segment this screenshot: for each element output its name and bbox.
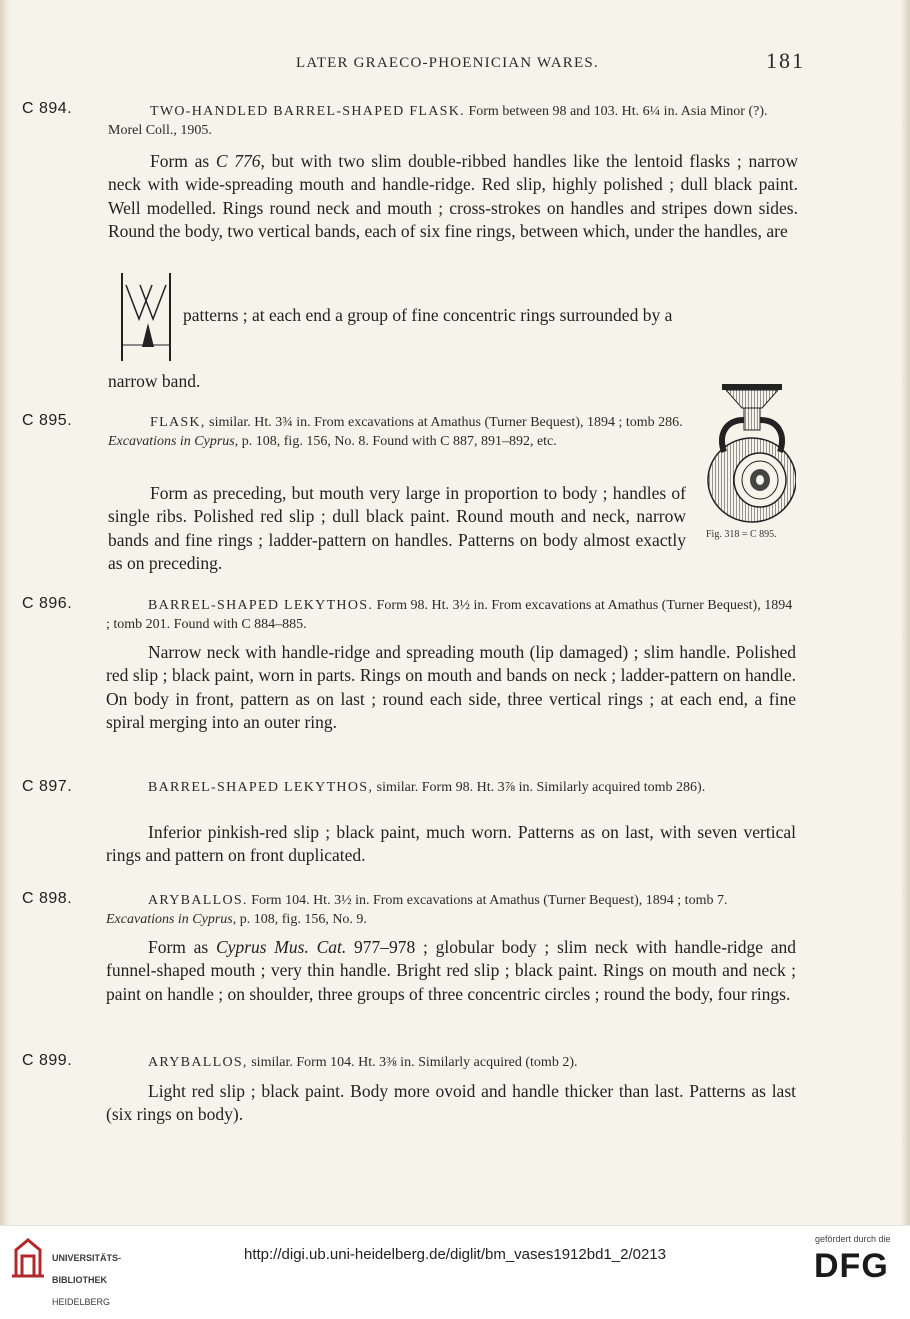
pattern-illustration (118, 271, 174, 363)
catalogue-number: C 899. (22, 1052, 73, 1069)
catalogue-number: C 897. (22, 778, 73, 795)
page-edge-right (900, 0, 910, 1225)
permalink-url[interactable]: http://digi.ub.uni-heidelberg.de/diglit/bm_vases1912bd1_2/0213 (244, 1246, 666, 1263)
catalogue-number: C 894. (22, 100, 73, 117)
entry-heading: TWO-HANDLED BARREL-SHAPED FLASK. Form between 98 and 103. Ht. 6¼ in. Asia Minor (?). Morel Coll., 1905. (108, 104, 768, 138)
university-name: UNIVERSITÄTS- BIBLIOTHEK HEIDELBERG (52, 1253, 122, 1307)
page-edge-left (0, 0, 10, 1225)
entry-heading: ARYBALLOS. Form 104. Ht. 3½ in. From excavations at Amathus (Turner Bequest), 1894 ; tomb 7. Excavations in Cyprus, p. 108, fig. 156, No. 9. (106, 893, 728, 927)
entry-heading: FLASK, similar. Ht. 3¾ in. From excavations at Amathus (Turner Bequest), 1894 ; tomb 286. Excavations in Cyprus, p. 108, fig. 156, No. 8. Found with C 887, 891–892, etc. (108, 415, 683, 449)
running-head: LATER GRAECO-PHOENICIAN WARES. (296, 55, 599, 71)
entry-heading: BARREL-SHAPED LEKYTHOS, similar. Form 98. Ht. 3⅞ in. Similarly acquired tomb 286). (148, 780, 706, 795)
figure-caption: Fig. 318 = C 895. (706, 529, 777, 540)
footer-bar (0, 1225, 910, 1307)
entry-description: Form as C 776, but with two slim double-ribbed handles like the lentoid flasks ; narrow neck with wide-spreading mouth and handle-ridge. Red slip, highly polished ; dull black paint. Well modelled. Rings round neck and mouth ; cross-strokes on handles and stripes down sides. Round the body, two vertical bands, each of six fine rings, between which, under the handles, are (108, 151, 799, 242)
entry-heading: BARREL-SHAPED LEKYTHOS. Form 98. Ht. 3½ in. From excavations at Amathus (Turner Bequest), 1894 ; tomb 201. Found with C 884–885. (106, 598, 793, 632)
catalogue-number: C 896. (22, 595, 73, 612)
entry-description: Form as preceding, but mouth very large in proportion to body ; handles of single ribs. Polished red slip ; dull black paint. Round mouth and neck, narrow bands and fine rings ; ladder-pattern on handles. Patterns on body almost exactly as on preceding. (108, 483, 686, 574)
dfg-logo: DFG (814, 1247, 889, 1285)
entry-description: Form as Cyprus Mus. Cat. 977–978 ; globular body ; slim neck with handle-ridge and funnel-shaped mouth ; very thin handle. Bright red slip ; black paint. Rings on mouth and neck ; paint on handle ; on shoulder, three groups of three concentric circles ; round the body, four rings. (106, 937, 796, 1004)
catalogue-number: C 898. (22, 890, 73, 907)
page-number: 181 (766, 48, 805, 73)
entry-heading: ARYBALLOS, similar. Form 104. Ht. 3⅜ in. Similarly acquired (tomb 2). (148, 1055, 578, 1070)
entry-description: Inferior pinkish-red slip ; black paint, much worn. Patterns as on last, with seven vertical rings and pattern on front duplicated. (106, 822, 796, 866)
sponsor-text: gefördert durch die (815, 1234, 891, 1244)
entry-description: Narrow neck with handle-ridge and spreading mouth (lip damaged) ; slim handle. Polished red slip ; black paint, worn in parts. Rings on mouth and bands on neck ; ladder-pattern on handle. On body in front, pattern as on last ; round each side, three vertical rings ; at each end, a fine spiral merging into an outer ring. (106, 642, 796, 733)
entry-description: Light red slip ; black paint. Body more ovoid and handle thicker than last. Patterns as last (six rings on body). (106, 1081, 796, 1125)
catalogue-number: C 895. (22, 412, 73, 429)
entry-description-end: narrow band. (108, 371, 201, 391)
flask-figure (700, 382, 796, 527)
entry-description-continued: patterns ; at each end a group of fine concentric rings surrounded by a (183, 305, 673, 325)
